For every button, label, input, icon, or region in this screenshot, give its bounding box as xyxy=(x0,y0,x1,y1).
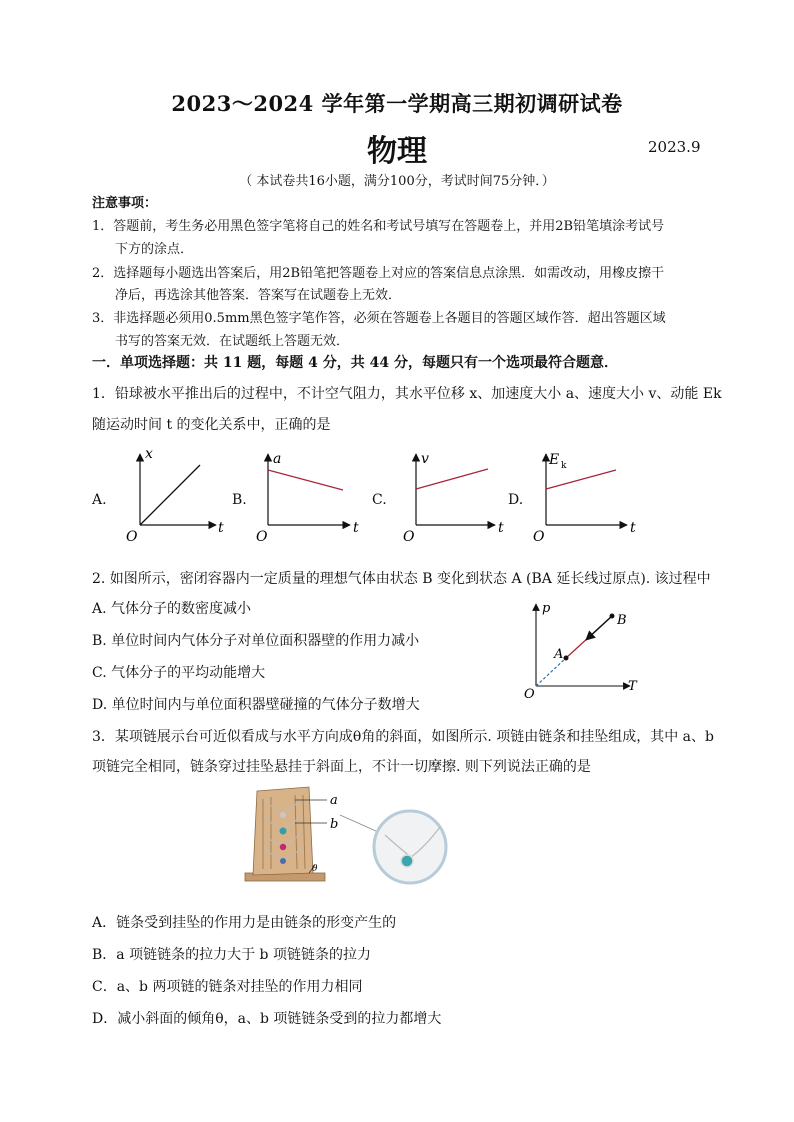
origin-label: O xyxy=(403,529,415,545)
q3-necklace-figure xyxy=(235,785,455,895)
origin-label: O xyxy=(256,529,268,545)
q2-option-a: A. 气体分子的数密度减小 xyxy=(92,601,252,617)
q1-graphs xyxy=(0,440,794,550)
theta-label: θ xyxy=(312,864,318,874)
notice-item: 1．答题前，考生务必用黑色签字笔将自己的姓名和考试号填写在答题卷上，并用2B铅笔填涂考试号 xyxy=(92,219,665,234)
extension-dashed-line xyxy=(536,658,566,686)
q2-option-c: C. 气体分子的平均动能增大 xyxy=(92,665,266,681)
origin-label: O xyxy=(126,529,138,545)
t-axis-label: t xyxy=(498,520,504,536)
q3-option-a: A．链条受到挂坠的作用力是由链条的形变产生的 xyxy=(92,915,397,931)
notice-heading: 注意事项： xyxy=(92,196,158,211)
exam-date: 2023.9 xyxy=(648,138,701,156)
q1-option-b-label: B. xyxy=(232,492,247,508)
q1-option-c-label: C. xyxy=(372,492,387,508)
question-1-line1: 1．铅球被水平推出后的过程中，不计空气阻力，其水平位移 x、加速度大小 a、速度大小 v、动能 Ek xyxy=(92,386,722,402)
q2-pt-graph xyxy=(510,598,650,703)
q1-option-d-label: D. xyxy=(508,492,524,508)
p-axis-label: p xyxy=(542,601,551,616)
q3-option-c: C．a、b 两项链的链条对挂坠的作用力相同 xyxy=(92,979,363,995)
section-heading: 一．单项选择题：共 11 题，每题 4 分，共 44 分，每题只有一个选项最符合题意． xyxy=(92,355,618,371)
exam-title: 2023～2024 学年第一学期高三期初调研试卷 xyxy=(171,91,623,116)
point-a xyxy=(564,656,569,661)
q3-option-d: D．减小斜面的倾角θ，a、b 项链链条受到的拉力都增大 xyxy=(92,1011,442,1027)
notice-item: 3．非选择题必须用0.5mm黑色签字笔作答，必须在答题卷上各题目的答题区域作答．超出答题区域 xyxy=(92,311,666,326)
question-3-line2: 项链完全相同，链条穿过挂坠悬挂于斜面上，不计一切摩擦. 则下列说法正确的是 xyxy=(92,759,591,775)
point-b xyxy=(610,614,615,619)
q1-option-a-label: A. xyxy=(92,492,107,508)
origin-label: O xyxy=(524,687,535,702)
exam-note: （ 本试卷共16小题，满分100分，考试时间75分钟．） xyxy=(239,174,555,189)
question-1-line2: 随运动时间 t 的变化关系中，正确的是 xyxy=(92,417,331,433)
graph-b-y-label: a xyxy=(273,451,282,467)
graph-d-y-label: E xyxy=(549,452,560,468)
graph-b xyxy=(256,451,359,545)
graph-d-y-subscript: k xyxy=(561,461,567,471)
q2-option-d: D. 单位时间内与单位面积器壁碰撞的气体分子数增大 xyxy=(92,697,420,713)
graph-a-y-label: x xyxy=(145,446,153,462)
t-axis-label: t xyxy=(353,520,359,536)
graph-a xyxy=(126,446,224,545)
graph-d-line xyxy=(546,470,616,489)
t-axis-label: t xyxy=(218,520,224,536)
notice-item: 书写的答案无效．在试题纸上答题无效． xyxy=(115,334,350,349)
question-2-stem: 2. 如图所示，密闭容器内一定质量的理想气体由状态 B 变化到状态 A (BA 延长线过原点). 该过程中 xyxy=(92,571,711,587)
t-axis-label: T xyxy=(628,679,637,694)
notice-item: 2．选择题每小题选出答案后，用2B铅笔把答题卷上对应的答案信息点涂黑．如需改动，用橡皮擦干 xyxy=(92,266,665,281)
q2-option-b: B. 单位时间内气体分子对单位面积器壁的作用力减小 xyxy=(92,633,420,649)
point-a-label: A xyxy=(554,647,564,662)
graph-c xyxy=(403,451,504,545)
origin-label: O xyxy=(533,529,545,545)
q3-option-b: B．a 项链链条的拉力大于 b 项链链条的拉力 xyxy=(92,947,371,963)
notice-item: 净后，再选涂其他答案．答案写在试题卷上无效． xyxy=(115,288,402,303)
subject-title: 物理 xyxy=(367,134,427,169)
point-b-label: B xyxy=(617,613,627,628)
question-3-line1: 3．某项链展示台可近似看成与水平方向成θ角的斜面，如图所示. 项链由链条和挂坠组成，其中 a、b xyxy=(92,729,714,745)
graph-a-line xyxy=(140,465,200,525)
graph-c-line xyxy=(416,469,488,489)
process-arrow xyxy=(586,616,612,640)
t-axis-label: t xyxy=(630,520,636,536)
label-a: a xyxy=(330,793,338,808)
graph-c-y-label: v xyxy=(421,451,429,467)
graph-d xyxy=(533,452,636,545)
label-b: b xyxy=(330,817,339,832)
graph-b-line xyxy=(268,470,343,490)
notice-item: 下方的涂点． xyxy=(115,242,194,257)
